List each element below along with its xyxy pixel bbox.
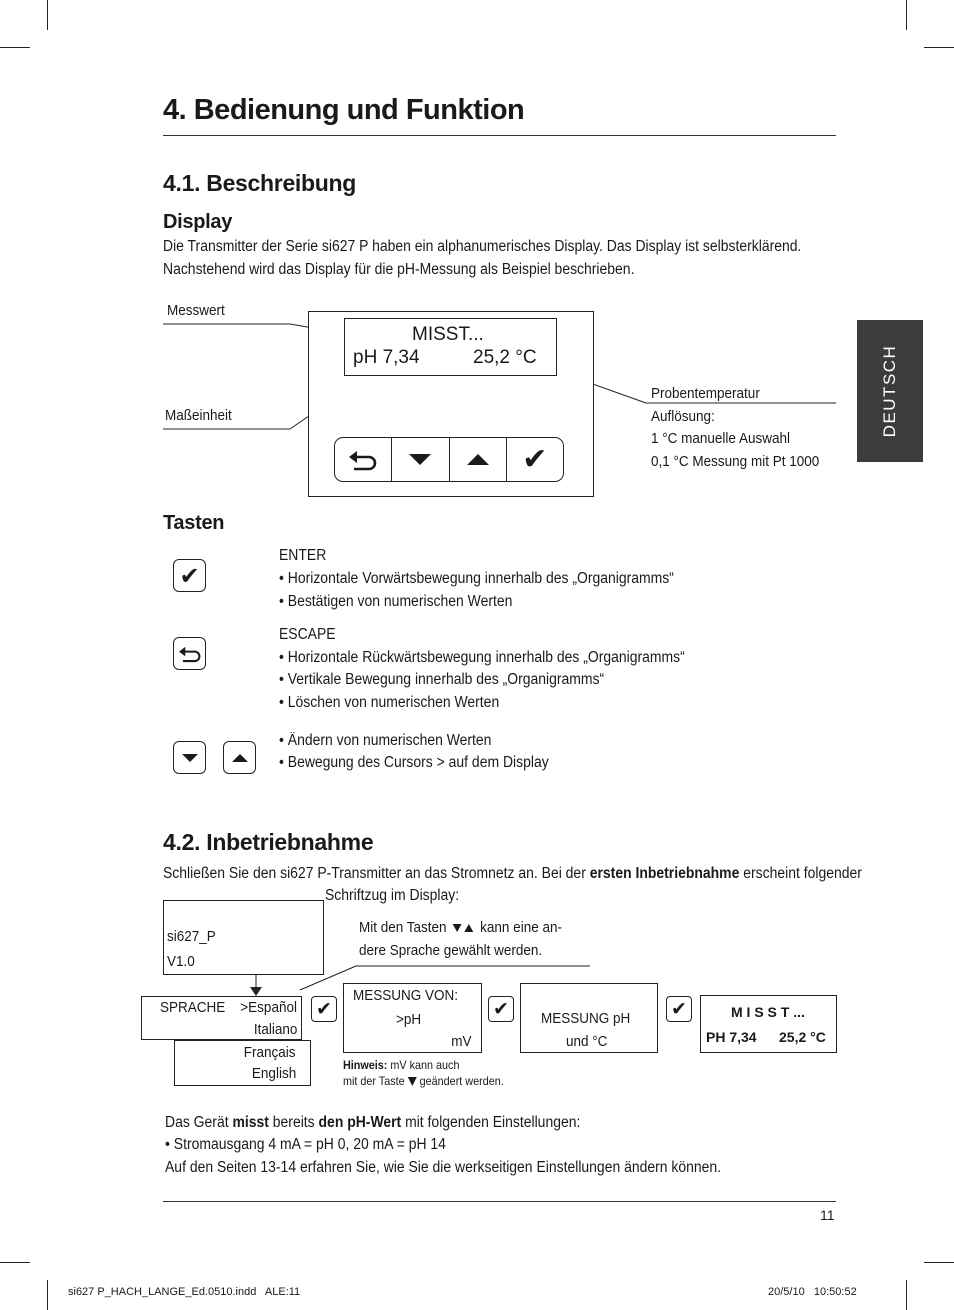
- language-note-line-2: dere Sprache gewählt werden.: [359, 942, 543, 959]
- aufloesung-line-2: 1 °C manuelle Auswahl: [651, 430, 790, 447]
- intro-text-a: Schließen Sie den si627 P-Transmitter an das Stromnetz an. Bei der: [163, 865, 590, 882]
- measurement-ph-line-1: MESSUNG pH: [541, 1010, 631, 1027]
- escape-title: ESCAPE: [279, 626, 336, 643]
- down-triangle-icon: [182, 754, 198, 762]
- page-title: 4. Bedienung und Funktion: [163, 94, 525, 126]
- measurement-option-mv: mV: [450, 1033, 471, 1050]
- label-masseinheit: Maßeinheit: [165, 407, 232, 424]
- down-triangle-icon: [408, 1077, 417, 1086]
- final-display-box: [700, 995, 837, 1053]
- outro-text-c: bereits: [268, 1114, 319, 1131]
- display-heading: Display: [163, 211, 233, 233]
- hinweis-line-1: [343, 1057, 504, 1073]
- tasten-heading: Tasten: [163, 512, 225, 534]
- final-ph-value: PH 7,34: [706, 1029, 757, 1045]
- display-text-line-2: Nachstehend wird das Display für die pH-Messung als Beispiel beschrieben.: [163, 261, 635, 278]
- note-text-a: Mit den Tasten: [359, 919, 447, 936]
- footer-date-info: 20/5/10 10:50:52: [768, 1286, 857, 1298]
- language-option-espanol: >Español: [240, 999, 297, 1016]
- language-options-box-back: [174, 1040, 311, 1086]
- outro-line-1: [165, 1111, 580, 1134]
- aufloesung-line-1: Auflösung:: [651, 408, 715, 425]
- outro-line-2: • Stromausgang 4 mA = pH 0, 20 mA = pH 14: [165, 1136, 446, 1153]
- arrows-item-2: • Bewegung des Cursors > auf dem Display: [279, 754, 549, 771]
- footer-file-info: si627 P_HACH_LANGE_Ed.0510.indd ALE:11: [68, 1286, 301, 1298]
- down-triangle-icon: [409, 454, 431, 465]
- up-triangle-icon: [232, 754, 248, 762]
- aufloesung-line-3: 0,1 °C Messung mit Pt 1000: [651, 453, 820, 470]
- note-text-b: kann eine an-: [480, 919, 562, 936]
- escape-item-2: • Vertikale Bewegung innerhalb des „Organigramms“: [279, 671, 605, 688]
- escape-item-3: • Löschen von numerischen Werten: [279, 694, 500, 711]
- hinweis-text-3: geändert werden.: [419, 1074, 504, 1088]
- hinweis-text: mV kann auch: [387, 1058, 460, 1072]
- intro-line-1: [163, 862, 862, 885]
- up-key-icon: [223, 741, 256, 774]
- outro-text-a: Das Gerät: [165, 1114, 233, 1131]
- lcd-display: [344, 318, 557, 376]
- page-number: 11: [820, 1207, 835, 1223]
- note-arrow-icons: [453, 924, 474, 932]
- hinweis-note: [343, 1057, 504, 1089]
- enter-item-2: • Bestätigen von numerischen Werten: [279, 593, 513, 610]
- checkmark-icon: ✔: [316, 997, 332, 1020]
- down-triangle-icon: [453, 924, 462, 932]
- hinweis-text-2: mit der Taste: [343, 1074, 405, 1088]
- startup-display-box: [163, 900, 324, 975]
- device-keypad: [334, 437, 564, 482]
- enter-key-icon: [173, 559, 206, 592]
- escape-arrow-icon: [349, 449, 377, 471]
- enter-key[interactable]: [507, 438, 563, 481]
- hinweis-line-2: [343, 1073, 504, 1089]
- measurement-mode-box: [343, 983, 482, 1053]
- final-status-text: M I S S T ...: [731, 1004, 805, 1020]
- measurement-ph-line-2: und °C: [566, 1033, 608, 1050]
- startup-model: si627_P: [167, 928, 216, 945]
- checkmark-icon: ✔: [179, 561, 200, 590]
- language-note-line-1: [359, 917, 562, 939]
- lcd-ph-value: pH 7,34: [353, 347, 420, 368]
- down-key[interactable]: [392, 438, 449, 481]
- outro-line-3: Auf den Seiten 13-14 erfahren Sie, wie Sie die werkseitigen Einstellungen ändern können.: [165, 1159, 722, 1176]
- measurement-mode-title: MESSUNG VON:: [353, 987, 459, 1004]
- section-heading-beschreibung: 4.1. Beschreibung: [163, 170, 357, 196]
- up-key[interactable]: [450, 438, 507, 481]
- display-text-line-1: Die Transmitter der Serie si627 P haben ein alphanumerisches Display. Das Display ist selbsterklärend.: [163, 238, 802, 255]
- language-option-english: English: [251, 1065, 296, 1082]
- escape-key[interactable]: [335, 438, 392, 481]
- escape-item-1: • Horizontale Rückwärtsbewegung innerhalb des „Organigramms“: [279, 649, 685, 666]
- escape-key-icon: [173, 637, 206, 670]
- intro-line-2: Schriftzug im Display:: [325, 887, 460, 904]
- section-heading-inbetriebnahme: 4.2. Inbetriebnahme: [163, 829, 374, 855]
- outro-bold-1: misst: [232, 1114, 269, 1131]
- down-key-icon: [173, 741, 206, 774]
- intro-text-b: erscheint folgender: [739, 865, 862, 882]
- measurement-ph-box: [520, 983, 658, 1053]
- side-tab-label: DEUTSCH: [880, 344, 899, 438]
- lcd-temperature-value: 25,2 °C: [473, 347, 537, 368]
- checkmark-icon: ✔: [522, 441, 548, 477]
- measurement-option-ph: >pH: [396, 1011, 422, 1028]
- outro-bold-2: den pH-Wert: [318, 1114, 402, 1131]
- enter-key-icon: [666, 996, 692, 1022]
- enter-title: ENTER: [279, 547, 327, 564]
- label-messwert: Messwert: [167, 302, 225, 319]
- arrows-item-1: • Ändern von numerischen Werten: [279, 732, 492, 749]
- language-side-tab: [857, 320, 923, 462]
- hinweis-label: Hinweis:: [343, 1058, 388, 1072]
- lcd-status-text: MISST...: [412, 324, 484, 345]
- enter-item-1: • Horizontale Vorwärtsbewegung innerhalb des „Organigramms“: [279, 570, 674, 587]
- up-triangle-icon: [467, 454, 489, 465]
- outro-text-d: mit folgenden Einstellungen:: [401, 1114, 581, 1131]
- language-selection-box: [141, 996, 302, 1040]
- startup-version: V1.0: [167, 953, 195, 970]
- checkmark-icon: ✔: [671, 997, 687, 1020]
- label-probentemperatur: Probentemperatur: [651, 385, 760, 402]
- intro-bold: ersten Inbetriebnahme: [589, 865, 740, 882]
- enter-key-icon: [488, 996, 514, 1022]
- up-triangle-icon: [465, 924, 474, 932]
- checkmark-icon: ✔: [493, 997, 509, 1020]
- language-option-italiano: Italiano: [253, 1021, 297, 1038]
- language-option-francais: Français: [244, 1044, 296, 1061]
- title-rule: [163, 135, 836, 136]
- enter-key-icon: [311, 996, 337, 1022]
- final-temperature-value: 25,2 °C: [779, 1029, 826, 1045]
- language-label: SPRACHE: [160, 999, 226, 1016]
- escape-arrow-icon: [179, 645, 201, 663]
- footer-rule: [163, 1201, 836, 1202]
